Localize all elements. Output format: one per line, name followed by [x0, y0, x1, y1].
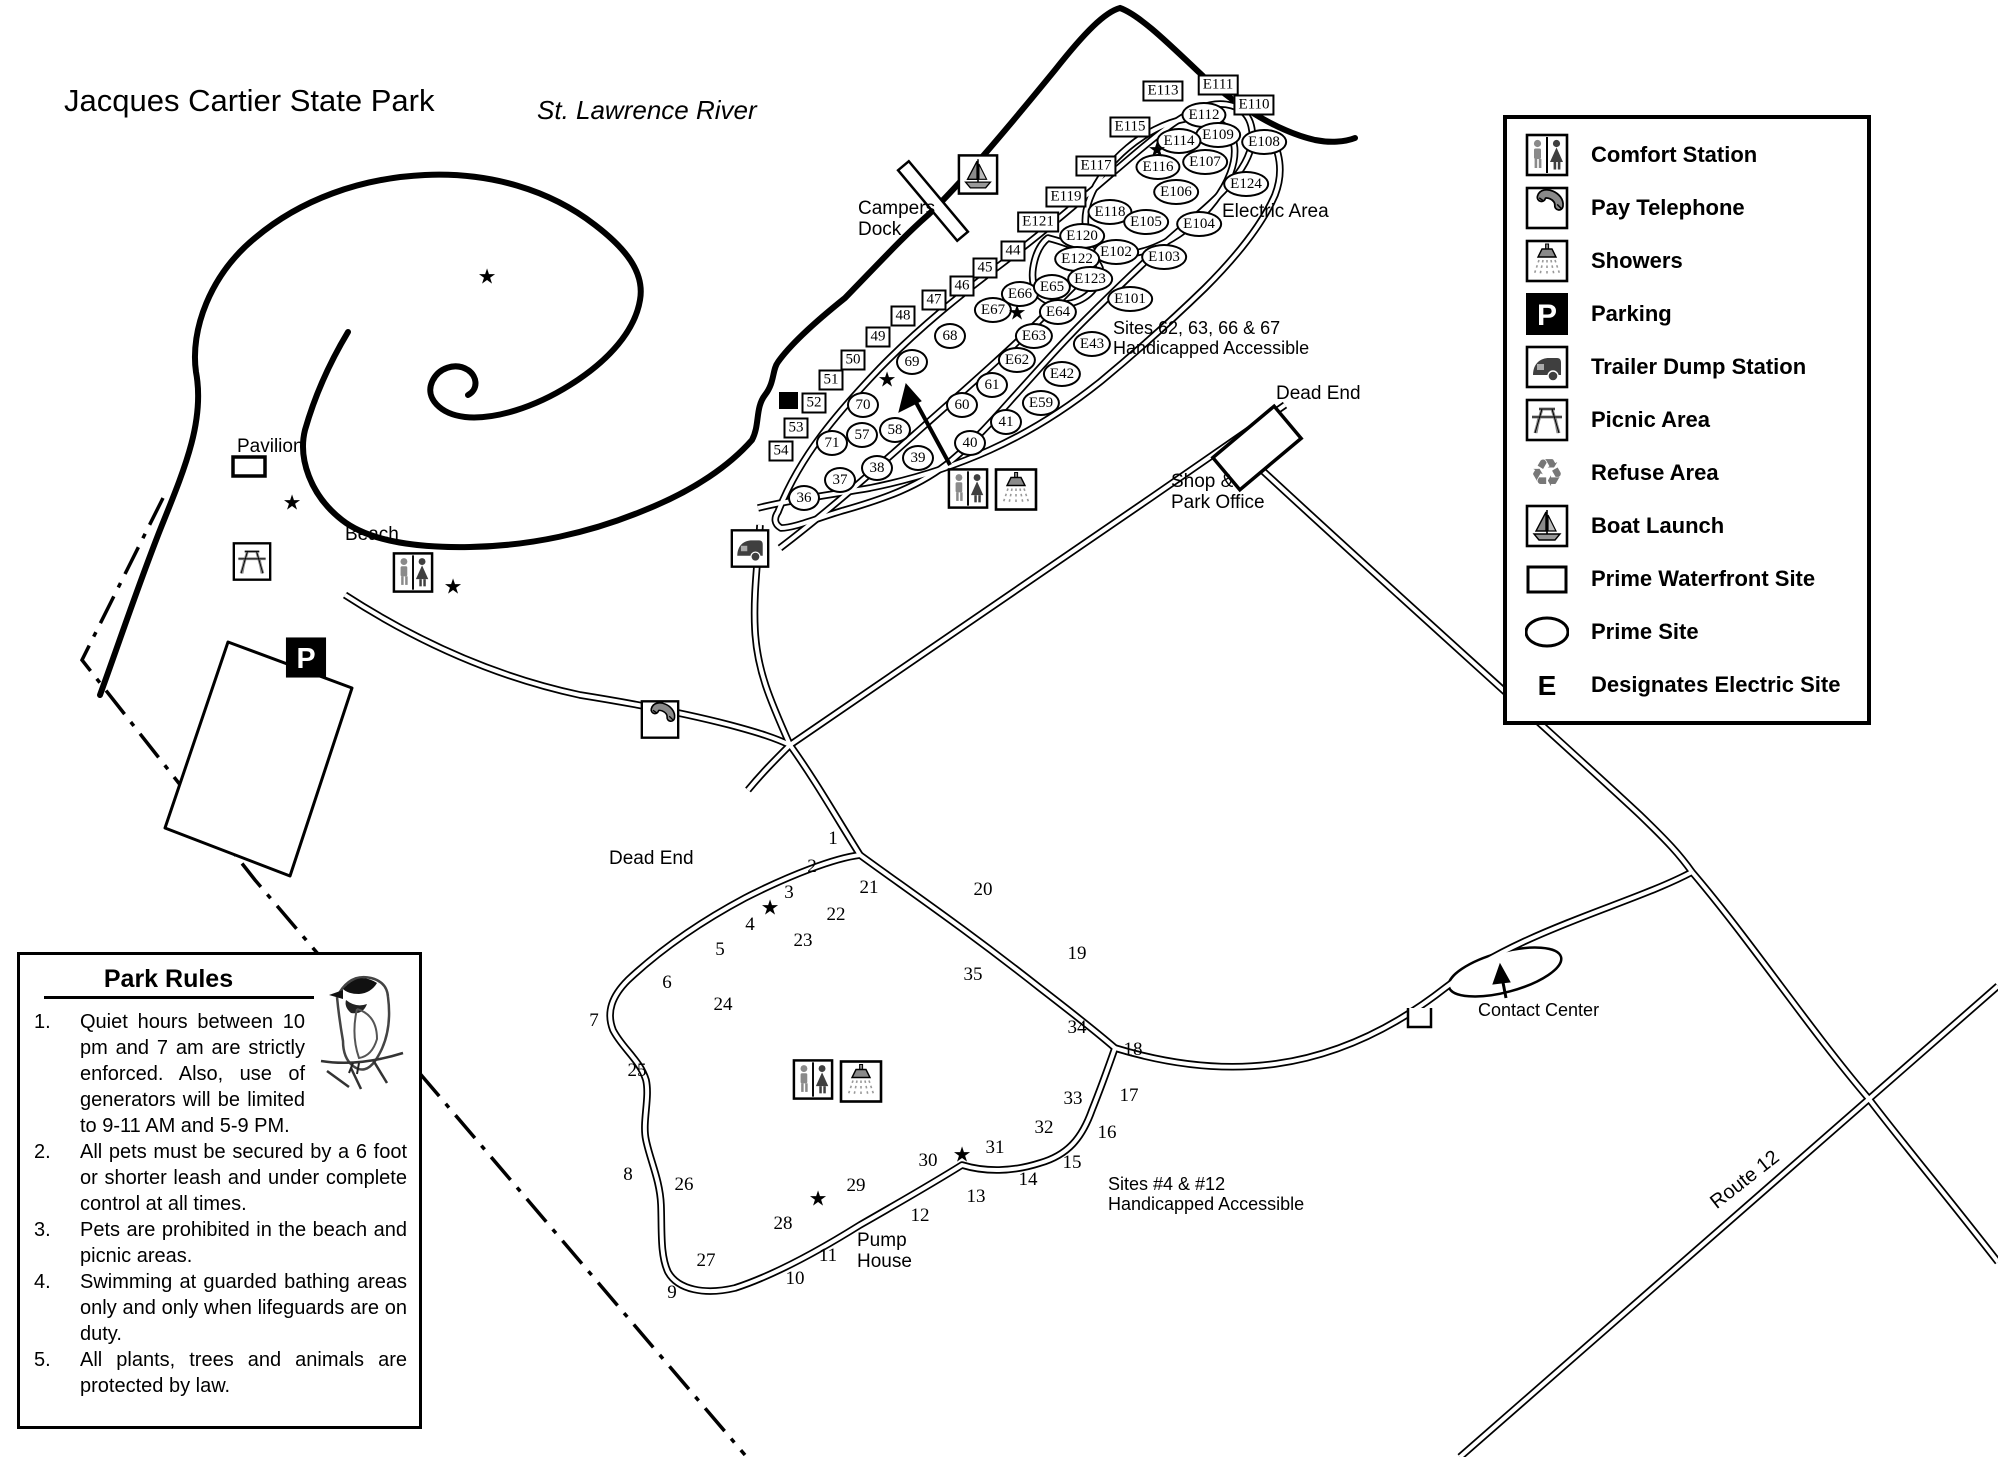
- legend-item-label: Designates Electric Site: [1591, 672, 1841, 697]
- site-34: 34: [1067, 1017, 1087, 1038]
- map-label-shop-park-office: Shop & Park Office: [1171, 471, 1265, 514]
- site-prime-E59: E59: [1022, 390, 1060, 416]
- site-21: 21: [859, 877, 879, 898]
- boat-launch-icon: [957, 154, 999, 201]
- legend-item-label: Boat Launch: [1591, 513, 1725, 538]
- site-prime-E105: E105: [1123, 209, 1169, 235]
- site-waterfront-44: 44: [1001, 241, 1026, 262]
- legend-item-label: Pay Telephone: [1591, 195, 1745, 220]
- site-waterfront-50: 50: [841, 350, 866, 371]
- showers-icon: [994, 468, 1038, 517]
- site-31: 31: [985, 1137, 1005, 1158]
- site-14: 14: [1018, 1169, 1038, 1190]
- site-1: 1: [828, 828, 838, 849]
- comfort-station-icon: [947, 468, 989, 515]
- site-prime-68: 68: [934, 323, 966, 349]
- site-32: 32: [1034, 1117, 1054, 1138]
- site-prime-E118: E118: [1087, 199, 1132, 225]
- legend-item-designates-electric-site: [1507, 660, 1867, 710]
- svg-text:P: P: [1536, 299, 1558, 332]
- map-label-sites-62-63-66-67: Sites 62, 63, 66 & 67 Handicapped Accessible: [1113, 318, 1310, 359]
- site-26: 26: [674, 1174, 694, 1195]
- site-prime-E104: E104: [1176, 211, 1222, 237]
- legend-item-label: Prime Site: [1591, 619, 1699, 644]
- boat-launch-icon: [1523, 504, 1571, 548]
- river-label: St. Lawrence River: [537, 95, 757, 125]
- site-12: 12: [910, 1205, 930, 1226]
- map-label-dead-end-northeast: Dead End: [1276, 383, 1361, 404]
- park-rules-box: [17, 952, 422, 1429]
- park-rule: 4. Swimming at guarded bathing areas only and only when lifeguards are on duty.: [34, 1271, 407, 1345]
- site-25: 25: [627, 1060, 647, 1081]
- legend-item-comfort-station: [1507, 130, 1867, 180]
- site-prime-E107: E107: [1182, 149, 1228, 175]
- site-waterfront-54: 54: [769, 441, 794, 462]
- site-10: 10: [785, 1268, 805, 1289]
- structures: [165, 161, 1431, 1027]
- site-prime-E66: E66: [1001, 281, 1039, 307]
- legend-box: [1503, 115, 1871, 725]
- site-30: 30: [918, 1150, 938, 1171]
- park-rule: 5. All plants, trees and animals are protected by law.: [34, 1349, 407, 1397]
- legend-item-label: Picnic Area: [1591, 407, 1711, 432]
- legend-item-showers: [1507, 236, 1867, 286]
- legend-item-label: Parking: [1591, 301, 1672, 326]
- shore-structure: [779, 392, 798, 409]
- site-22: 22: [826, 904, 846, 925]
- site-prime-E106: E106: [1153, 179, 1199, 205]
- electric-e-icon: [1523, 663, 1571, 707]
- site-2: 2: [807, 856, 817, 877]
- comfort-station-icon: [392, 552, 434, 599]
- prime-site-icon: [1523, 610, 1571, 654]
- site-waterfront-47: 47: [922, 290, 947, 311]
- trailer-dump-icon: [1523, 345, 1571, 389]
- parking-icon: [1523, 292, 1571, 336]
- site-3: 3: [784, 882, 794, 903]
- site-waterfront-52: 52: [802, 393, 827, 414]
- site-33: 33: [1063, 1088, 1083, 1109]
- site-13: 13: [966, 1186, 986, 1207]
- site-16: 16: [1097, 1122, 1117, 1143]
- site-waterfront-E113: E113: [1142, 81, 1183, 102]
- site-prime-40: 40: [954, 430, 986, 456]
- map-label-pump-house: Pump House: [857, 1230, 912, 1273]
- site-prime-E112: E112: [1181, 102, 1226, 128]
- site-prime-E116: E116: [1135, 154, 1180, 180]
- park-rule: 1. Quiet hours between 10 pm and 7 am are strictly enforced. Also, use of generators will be limited to 9-11 AM and 5-9 PM.: [34, 1011, 305, 1137]
- star-marker: ★: [877, 368, 897, 392]
- site-prime-E43: E43: [1073, 331, 1111, 357]
- site-prime-41: 41: [990, 409, 1022, 435]
- legend-item-label: Trailer Dump Station: [1591, 354, 1807, 379]
- svg-text:E: E: [1537, 670, 1557, 701]
- site-15: 15: [1062, 1152, 1082, 1173]
- site-waterfront-E115: E115: [1109, 117, 1150, 138]
- star-marker: ★: [477, 265, 497, 289]
- legend-item-trailer-dump-station: [1507, 342, 1867, 392]
- star-marker: ★: [952, 1143, 972, 1167]
- site-5: 5: [715, 939, 725, 960]
- site-prime-38: 38: [861, 455, 893, 481]
- star-marker: ★: [1147, 138, 1167, 162]
- site-prime-E109: E109: [1195, 122, 1241, 148]
- comfort-station-icon: [792, 1059, 834, 1106]
- legend-item-refuse-area: [1507, 448, 1867, 498]
- site-prime-E62: E62: [998, 347, 1036, 373]
- site-prime-E64: E64: [1039, 299, 1077, 325]
- legend-item-prime-waterfront-site: [1507, 554, 1867, 604]
- legend-item-prime-site: [1507, 607, 1867, 657]
- pavilion-building: [233, 457, 265, 476]
- page-title: Jacques Cartier State Park: [64, 83, 435, 118]
- site-waterfront-49: 49: [866, 327, 891, 348]
- site-11: 11: [818, 1245, 838, 1266]
- map-label-sites-4-12: Sites #4 & #12 Handicapped Accessible: [1108, 1174, 1305, 1215]
- site-waterfront-51: 51: [819, 370, 844, 391]
- site-waterfront-E121: E121: [1017, 212, 1059, 233]
- site-waterfront-E117: E117: [1075, 156, 1116, 177]
- legend-item-pay-telephone: [1507, 183, 1867, 233]
- pay-telephone-icon: [1523, 186, 1571, 230]
- comfort-station-icon: [1523, 133, 1571, 177]
- star-marker: ★: [443, 575, 463, 599]
- park-rule: 2. All pets must be secured by a 6 foot or shorter leash and under complete control at all times.: [34, 1141, 407, 1215]
- site-prime-E114: E114: [1156, 128, 1201, 154]
- svg-text:P: P: [296, 643, 316, 675]
- refuse-area-icon: [1523, 451, 1571, 495]
- legend-item-label: Showers: [1591, 248, 1683, 273]
- site-27: 27: [696, 1250, 716, 1271]
- park-rule: 3. Pets are prohibited in the beach and picnic areas.: [34, 1219, 407, 1267]
- site-28: 28: [773, 1213, 793, 1234]
- site-waterfront-E111: E111: [1198, 75, 1239, 96]
- trailer-dump-icon: [730, 529, 770, 574]
- chickadee-illustration: [313, 963, 409, 1093]
- park-rules-title: Park Rules: [103, 965, 234, 993]
- site-waterfront-E119: E119: [1045, 187, 1086, 208]
- site-prime-E102: E102: [1093, 239, 1139, 265]
- site-waterfront-46: 46: [950, 276, 975, 297]
- showers-icon: [1523, 239, 1571, 283]
- picnic-area-icon: [1523, 398, 1571, 442]
- map-label-beach: Beach: [345, 524, 399, 545]
- legend-item-parking: [1507, 289, 1867, 339]
- site-23: 23: [793, 930, 813, 951]
- showers-icon: [839, 1060, 883, 1109]
- map-label-pavilion: Pavilion: [237, 436, 304, 457]
- legend-item-label: Refuse Area: [1591, 460, 1719, 485]
- site-20: 20: [973, 879, 993, 900]
- site-waterfront-53: 53: [784, 418, 809, 439]
- legend-item-label: Prime Waterfront Site: [1591, 566, 1816, 591]
- star-marker: ★: [808, 1187, 828, 1211]
- map-label-contact-center: Contact Center: [1478, 1000, 1600, 1020]
- parking-icon: [285, 637, 327, 684]
- legend-item-label: Comfort Station: [1591, 142, 1758, 167]
- site-9: 9: [667, 1282, 677, 1303]
- site-6: 6: [662, 972, 672, 993]
- site-prime-36: 36: [788, 485, 820, 511]
- site-prime-69: 69: [896, 349, 928, 375]
- site-17: 17: [1119, 1085, 1139, 1106]
- legend-item-boat-launch: [1507, 501, 1867, 551]
- site-19: 19: [1067, 943, 1087, 964]
- site-prime-E123: E123: [1067, 266, 1113, 292]
- site-prime-E67: E67: [974, 297, 1012, 323]
- site-prime-E42: E42: [1043, 361, 1081, 387]
- site-prime-71: 71: [816, 430, 848, 456]
- site-waterfront-E110: E110: [1233, 95, 1274, 116]
- svg-text:♻: ♻: [1529, 451, 1565, 495]
- site-prime-60: 60: [946, 392, 978, 418]
- site-prime-39: 39: [902, 445, 934, 471]
- site-waterfront-45: 45: [973, 258, 998, 279]
- site-prime-57: 57: [846, 422, 878, 448]
- road-notch: [1408, 1008, 1431, 1027]
- site-waterfront-48: 48: [891, 306, 916, 327]
- prime-waterfront-icon: [1523, 557, 1571, 601]
- site-prime-E103: E103: [1141, 244, 1187, 270]
- site-29: 29: [846, 1175, 866, 1196]
- map-label-route-12: Route 12: [1706, 1146, 1784, 1214]
- site-prime-E120: E120: [1059, 223, 1105, 249]
- site-18: 18: [1123, 1039, 1143, 1060]
- site-24: 24: [713, 994, 733, 1015]
- site-prime-E65: E65: [1033, 274, 1071, 300]
- site-prime-70: 70: [847, 392, 879, 418]
- pay-telephone-icon: [640, 700, 680, 745]
- site-7: 7: [589, 1010, 599, 1031]
- site-prime-61: 61: [976, 372, 1008, 398]
- site-prime-E63: E63: [1015, 323, 1053, 349]
- site-prime-E124: E124: [1223, 171, 1269, 197]
- star-marker: ★: [760, 896, 780, 920]
- site-prime-37: 37: [824, 467, 856, 493]
- site-4: 4: [745, 914, 755, 935]
- map-label-dead-end-southwest: Dead End: [609, 848, 694, 869]
- map-label-electric-area: Electric Area: [1222, 201, 1329, 222]
- site-35: 35: [963, 964, 983, 985]
- picnic-area-icon: [232, 542, 272, 587]
- site-8: 8: [623, 1164, 633, 1185]
- site-prime-E101: E101: [1107, 286, 1153, 312]
- star-marker: ★: [1007, 301, 1027, 325]
- site-prime-E108: E108: [1241, 129, 1287, 155]
- legend-item-picnic-area: [1507, 395, 1867, 445]
- site-prime-58: 58: [879, 417, 911, 443]
- site-prime-E122: E122: [1054, 246, 1100, 272]
- star-marker: ★: [282, 491, 302, 515]
- map-label-campers-dock: Campers Dock: [858, 198, 936, 241]
